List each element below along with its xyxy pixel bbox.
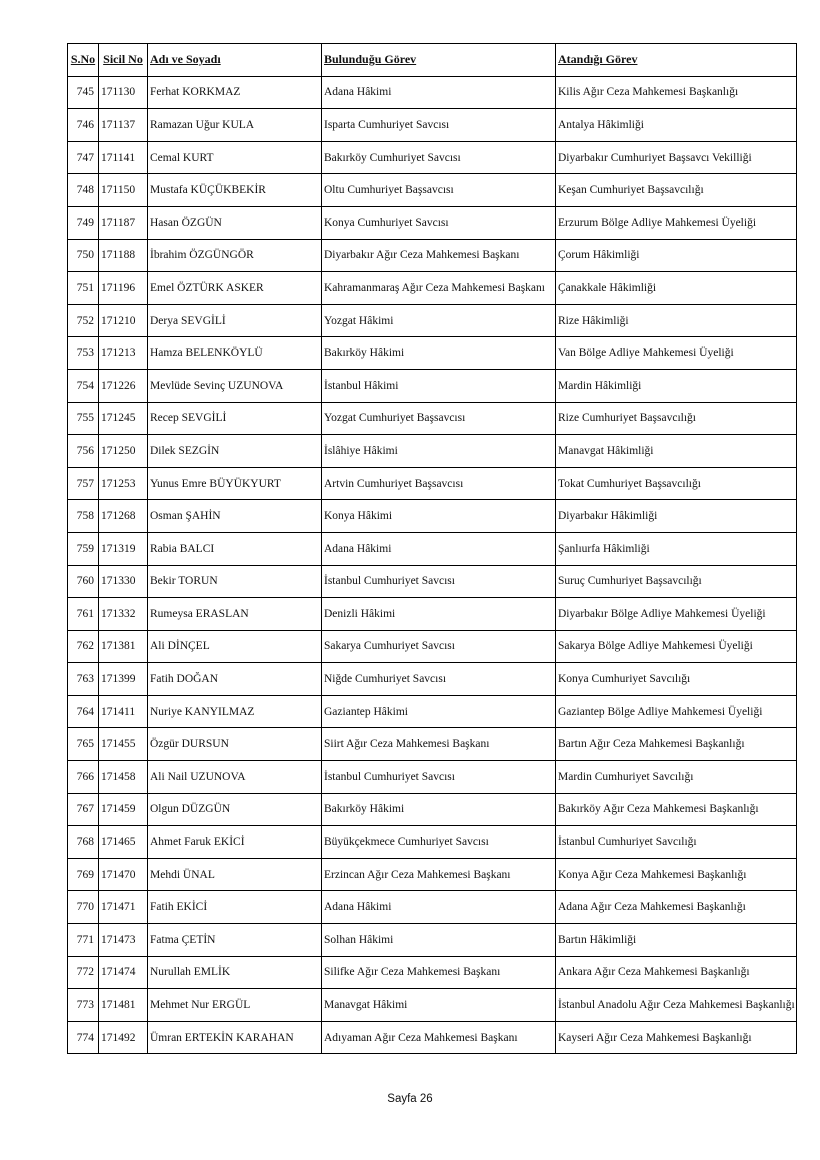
cell-assigned-position: Bartın Ağır Ceza Mahkemesi Başkanlığı bbox=[556, 728, 797, 761]
cell-sno: 772 bbox=[68, 956, 99, 989]
cell-sno: 760 bbox=[68, 565, 99, 598]
header-sno: S.No bbox=[68, 44, 99, 77]
cell-name: Cemal KURT bbox=[148, 141, 322, 174]
cell-current-position: Gaziantep Hâkimi bbox=[322, 695, 556, 728]
cell-sicil-no: 171213 bbox=[99, 337, 148, 370]
cell-current-position: Adana Hâkimi bbox=[322, 76, 556, 109]
cell-name: Osman ŞAHİN bbox=[148, 500, 322, 533]
cell-name: Derya SEVGİLİ bbox=[148, 304, 322, 337]
cell-sno: 761 bbox=[68, 598, 99, 631]
cell-current-position: İstanbul Hâkimi bbox=[322, 369, 556, 402]
cell-sicil-no: 171411 bbox=[99, 695, 148, 728]
cell-current-position: Erzincan Ağır Ceza Mahkemesi Başkanı bbox=[322, 858, 556, 891]
cell-current-position: Manavgat Hâkimi bbox=[322, 989, 556, 1022]
table-row bbox=[68, 435, 797, 468]
cell-sno: 757 bbox=[68, 467, 99, 500]
cell-sicil-no: 171245 bbox=[99, 402, 148, 435]
cell-sicil-no: 171492 bbox=[99, 1021, 148, 1054]
cell-current-position: Adana Hâkimi bbox=[322, 891, 556, 924]
cell-assigned-position: Mardin Cumhuriyet Savcılığı bbox=[556, 761, 797, 794]
cell-sno: 752 bbox=[68, 304, 99, 337]
cell-sno: 767 bbox=[68, 793, 99, 826]
cell-name: Fatma ÇETİN bbox=[148, 924, 322, 957]
cell-sicil-no: 171473 bbox=[99, 924, 148, 957]
cell-current-position: Bakırköy Hâkimi bbox=[322, 793, 556, 826]
cell-name: Mevlüde Sevinç UZUNOVA bbox=[148, 369, 322, 402]
cell-sno: 747 bbox=[68, 141, 99, 174]
cell-sno: 774 bbox=[68, 1021, 99, 1054]
cell-assigned-position: Diyarbakır Cumhuriyet Başsavcı Vekilliği bbox=[556, 141, 797, 174]
cell-assigned-position: Şanlıurfa Hâkimliği bbox=[556, 532, 797, 565]
cell-assigned-position: Mardin Hâkimliği bbox=[556, 369, 797, 402]
cell-current-position: Yozgat Cumhuriyet Başsavcısı bbox=[322, 402, 556, 435]
cell-assigned-position: Sakarya Bölge Adliye Mahkemesi Üyeliği bbox=[556, 630, 797, 663]
cell-sicil-no: 171130 bbox=[99, 76, 148, 109]
cell-sicil-no: 171188 bbox=[99, 239, 148, 272]
cell-sicil-no: 171481 bbox=[99, 989, 148, 1022]
cell-name: Ferhat KORKMAZ bbox=[148, 76, 322, 109]
cell-current-position: Niğde Cumhuriyet Savcısı bbox=[322, 663, 556, 696]
table-row bbox=[68, 500, 797, 533]
cell-sno: 749 bbox=[68, 206, 99, 239]
cell-assigned-position: İstanbul Anadolu Ağır Ceza Mahkemesi Başkanlığı bbox=[556, 989, 797, 1022]
cell-current-position: İslâhiye Hâkimi bbox=[322, 435, 556, 468]
cell-assigned-position: Konya Ağır Ceza Mahkemesi Başkanlığı bbox=[556, 858, 797, 891]
table-header-row bbox=[68, 44, 797, 77]
cell-name: Ümran ERTEKİN KARAHAN bbox=[148, 1021, 322, 1054]
cell-sicil-no: 171150 bbox=[99, 174, 148, 207]
cell-sno: 750 bbox=[68, 239, 99, 272]
cell-current-position: Solhan Hâkimi bbox=[322, 924, 556, 957]
cell-sno: 751 bbox=[68, 272, 99, 305]
table-row bbox=[68, 858, 797, 891]
cell-current-position: Oltu Cumhuriyet Başsavcısı bbox=[322, 174, 556, 207]
cell-assigned-position: Diyarbakır Hâkimliği bbox=[556, 500, 797, 533]
header-sicil-no: Sicil No bbox=[99, 44, 148, 77]
cell-sno: 756 bbox=[68, 435, 99, 468]
cell-name: Emel ÖZTÜRK ASKER bbox=[148, 272, 322, 305]
cell-sicil-no: 171137 bbox=[99, 109, 148, 142]
cell-name: Fatih EKİCİ bbox=[148, 891, 322, 924]
table-row bbox=[68, 76, 797, 109]
cell-sicil-no: 171250 bbox=[99, 435, 148, 468]
cell-sno: 770 bbox=[68, 891, 99, 924]
cell-current-position: Silifke Ağır Ceza Mahkemesi Başkanı bbox=[322, 956, 556, 989]
table-row bbox=[68, 728, 797, 761]
cell-sno: 765 bbox=[68, 728, 99, 761]
cell-sno: 771 bbox=[68, 924, 99, 957]
appointments-table bbox=[67, 43, 797, 1054]
cell-assigned-position: Çanakkale Hâkimliği bbox=[556, 272, 797, 305]
table-row bbox=[68, 239, 797, 272]
cell-name: Bekir TORUN bbox=[148, 565, 322, 598]
table-row bbox=[68, 369, 797, 402]
cell-sicil-no: 171471 bbox=[99, 891, 148, 924]
cell-current-position: Konya Cumhuriyet Savcısı bbox=[322, 206, 556, 239]
cell-name: Yunus Emre BÜYÜKYURT bbox=[148, 467, 322, 500]
cell-name: Recep SEVGİLİ bbox=[148, 402, 322, 435]
table-row bbox=[68, 956, 797, 989]
cell-name: Rabia BALCI bbox=[148, 532, 322, 565]
cell-name: Rumeysa ERASLAN bbox=[148, 598, 322, 631]
cell-sno: 768 bbox=[68, 826, 99, 859]
cell-assigned-position: Ankara Ağır Ceza Mahkemesi Başkanlığı bbox=[556, 956, 797, 989]
table-row bbox=[68, 598, 797, 631]
cell-current-position: İstanbul Cumhuriyet Savcısı bbox=[322, 761, 556, 794]
header-current-position: Bulunduğu Görev bbox=[322, 44, 556, 77]
cell-sicil-no: 171470 bbox=[99, 858, 148, 891]
table-row bbox=[68, 989, 797, 1022]
table-row bbox=[68, 467, 797, 500]
table-row bbox=[68, 826, 797, 859]
table-body bbox=[68, 76, 797, 1054]
table-row bbox=[68, 206, 797, 239]
cell-name: Nuriye KANYILMAZ bbox=[148, 695, 322, 728]
table-row bbox=[68, 337, 797, 370]
cell-assigned-position: Diyarbakır Bölge Adliye Mahkemesi Üyeliği bbox=[556, 598, 797, 631]
cell-name: Ramazan Uğur KULA bbox=[148, 109, 322, 142]
cell-current-position: Bakırköy Hâkimi bbox=[322, 337, 556, 370]
cell-sno: 759 bbox=[68, 532, 99, 565]
cell-assigned-position: Tokat Cumhuriyet Başsavcılığı bbox=[556, 467, 797, 500]
cell-name: Mehdi ÜNAL bbox=[148, 858, 322, 891]
cell-sno: 773 bbox=[68, 989, 99, 1022]
cell-assigned-position: Kayseri Ağır Ceza Mahkemesi Başkanlığı bbox=[556, 1021, 797, 1054]
cell-name: Olgun DÜZGÜN bbox=[148, 793, 322, 826]
table-row bbox=[68, 565, 797, 598]
cell-current-position: Kahramanmaraş Ağır Ceza Mahkemesi Başkanı bbox=[322, 272, 556, 305]
table-row bbox=[68, 304, 797, 337]
cell-assigned-position: Van Bölge Adliye Mahkemesi Üyeliği bbox=[556, 337, 797, 370]
cell-name: Fatih DOĞAN bbox=[148, 663, 322, 696]
cell-sicil-no: 171210 bbox=[99, 304, 148, 337]
cell-current-position: Yozgat Hâkimi bbox=[322, 304, 556, 337]
table-row bbox=[68, 174, 797, 207]
cell-current-position: Büyükçekmece Cumhuriyet Savcısı bbox=[322, 826, 556, 859]
cell-current-position: Diyarbakır Ağır Ceza Mahkemesi Başkanı bbox=[322, 239, 556, 272]
cell-current-position: Isparta Cumhuriyet Savcısı bbox=[322, 109, 556, 142]
cell-sicil-no: 171381 bbox=[99, 630, 148, 663]
cell-sicil-no: 171458 bbox=[99, 761, 148, 794]
cell-name: Ali DİNÇEL bbox=[148, 630, 322, 663]
cell-assigned-position: Manavgat Hâkimliği bbox=[556, 435, 797, 468]
table-row bbox=[68, 793, 797, 826]
cell-name: Hasan ÖZGÜN bbox=[148, 206, 322, 239]
cell-sno: 758 bbox=[68, 500, 99, 533]
cell-current-position: Adıyaman Ağır Ceza Mahkemesi Başkanı bbox=[322, 1021, 556, 1054]
table-row bbox=[68, 1021, 797, 1054]
cell-sicil-no: 171459 bbox=[99, 793, 148, 826]
cell-sicil-no: 171330 bbox=[99, 565, 148, 598]
cell-assigned-position: Suruç Cumhuriyet Başsavcılığı bbox=[556, 565, 797, 598]
cell-current-position: Siirt Ağır Ceza Mahkemesi Başkanı bbox=[322, 728, 556, 761]
cell-sno: 763 bbox=[68, 663, 99, 696]
cell-current-position: Konya Hâkimi bbox=[322, 500, 556, 533]
cell-sicil-no: 171187 bbox=[99, 206, 148, 239]
cell-current-position: Sakarya Cumhuriyet Savcısı bbox=[322, 630, 556, 663]
cell-name: Ahmet Faruk EKİCİ bbox=[148, 826, 322, 859]
header-name: Adı ve Soyadı bbox=[148, 44, 322, 77]
cell-sno: 745 bbox=[68, 76, 99, 109]
cell-assigned-position: Rize Hâkimliği bbox=[556, 304, 797, 337]
table-row bbox=[68, 630, 797, 663]
table-row bbox=[68, 761, 797, 794]
cell-name: Hamza BELENKÖYLÜ bbox=[148, 337, 322, 370]
cell-sicil-no: 171474 bbox=[99, 956, 148, 989]
cell-assigned-position: Bartın Hâkimliği bbox=[556, 924, 797, 957]
cell-sno: 753 bbox=[68, 337, 99, 370]
cell-name: Özgür DURSUN bbox=[148, 728, 322, 761]
cell-sno: 748 bbox=[68, 174, 99, 207]
table-row bbox=[68, 695, 797, 728]
cell-sno: 762 bbox=[68, 630, 99, 663]
cell-sicil-no: 171268 bbox=[99, 500, 148, 533]
header-assigned-position: Atandığı Görev bbox=[556, 44, 797, 77]
cell-name: Mustafa KÜÇÜKBEKİR bbox=[148, 174, 322, 207]
cell-sicil-no: 171226 bbox=[99, 369, 148, 402]
page-number: Sayfa 26 bbox=[387, 1093, 433, 1105]
cell-assigned-position: Bakırköy Ağır Ceza Mahkemesi Başkanlığı bbox=[556, 793, 797, 826]
cell-assigned-position: Rize Cumhuriyet Başsavcılığı bbox=[556, 402, 797, 435]
cell-sno: 764 bbox=[68, 695, 99, 728]
cell-sicil-no: 171196 bbox=[99, 272, 148, 305]
cell-assigned-position: Konya Cumhuriyet Savcılığı bbox=[556, 663, 797, 696]
cell-sno: 746 bbox=[68, 109, 99, 142]
cell-sno: 766 bbox=[68, 761, 99, 794]
cell-assigned-position: Kilis Ağır Ceza Mahkemesi Başkanlığı bbox=[556, 76, 797, 109]
cell-sicil-no: 171141 bbox=[99, 141, 148, 174]
cell-name: Mehmet Nur ERGÜL bbox=[148, 989, 322, 1022]
cell-current-position: Bakırköy Cumhuriyet Savcısı bbox=[322, 141, 556, 174]
table-row bbox=[68, 402, 797, 435]
cell-assigned-position: Adana Ağır Ceza Mahkemesi Başkanlığı bbox=[556, 891, 797, 924]
table-row bbox=[68, 532, 797, 565]
cell-sno: 755 bbox=[68, 402, 99, 435]
table-row bbox=[68, 663, 797, 696]
cell-sicil-no: 171455 bbox=[99, 728, 148, 761]
cell-assigned-position: Antalya Hâkimliği bbox=[556, 109, 797, 142]
cell-name: İbrahim ÖZGÜNGÖR bbox=[148, 239, 322, 272]
table-row bbox=[68, 924, 797, 957]
table-row bbox=[68, 272, 797, 305]
cell-assigned-position: Gaziantep Bölge Adliye Mahkemesi Üyeliği bbox=[556, 695, 797, 728]
cell-sicil-no: 171253 bbox=[99, 467, 148, 500]
cell-current-position: Artvin Cumhuriyet Başsavcısı bbox=[322, 467, 556, 500]
cell-sno: 769 bbox=[68, 858, 99, 891]
cell-assigned-position: Keşan Cumhuriyet Başsavcılığı bbox=[556, 174, 797, 207]
cell-name: Dilek SEZGİN bbox=[148, 435, 322, 468]
cell-name: Ali Nail UZUNOVA bbox=[148, 761, 322, 794]
cell-assigned-position: İstanbul Cumhuriyet Savcılığı bbox=[556, 826, 797, 859]
cell-sicil-no: 171332 bbox=[99, 598, 148, 631]
cell-assigned-position: Erzurum Bölge Adliye Mahkemesi Üyeliği bbox=[556, 206, 797, 239]
cell-sicil-no: 171399 bbox=[99, 663, 148, 696]
cell-current-position: İstanbul Cumhuriyet Savcısı bbox=[322, 565, 556, 598]
cell-sno: 754 bbox=[68, 369, 99, 402]
cell-sicil-no: 171319 bbox=[99, 532, 148, 565]
cell-current-position: Denizli Hâkimi bbox=[322, 598, 556, 631]
cell-sicil-no: 171465 bbox=[99, 826, 148, 859]
table-row bbox=[68, 891, 797, 924]
cell-assigned-position: Çorum Hâkimliği bbox=[556, 239, 797, 272]
table-row bbox=[68, 109, 797, 142]
cell-name: Nurullah EMLİK bbox=[148, 956, 322, 989]
cell-current-position: Adana Hâkimi bbox=[322, 532, 556, 565]
table-row bbox=[68, 141, 797, 174]
